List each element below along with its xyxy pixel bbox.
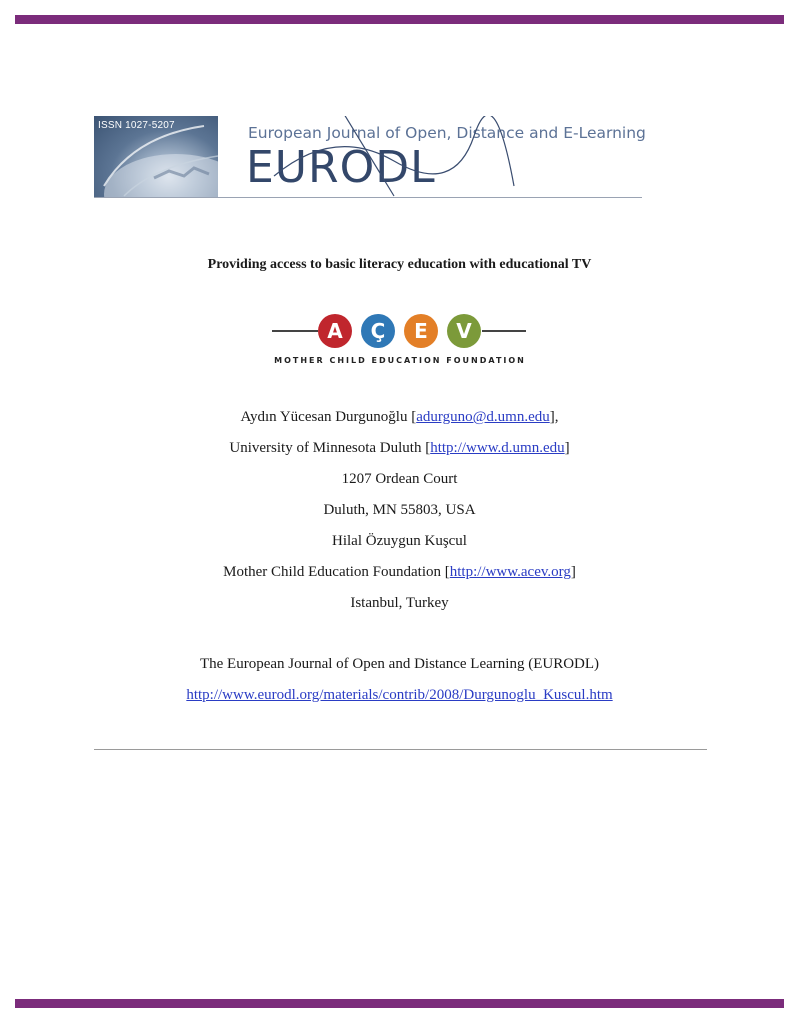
acev-letter-e: E — [404, 314, 438, 348]
address-line-2: Duluth, MN 55803, USA — [323, 502, 476, 518]
eurodl-banner — [94, 116, 654, 200]
author1-name-suffix: ], — [549, 409, 559, 425]
affiliation2-suffix: ] — [570, 564, 576, 580]
address-line-1: 1207 Ordean Court — [341, 471, 458, 487]
author2-affiliation — [0, 564, 799, 581]
acev-letter-a: A — [318, 314, 352, 348]
eurodl-wordmark: EURODL — [246, 142, 436, 193]
author1-email-link[interactable]: adurguno@d.umn.edu — [416, 409, 550, 425]
affiliation1-suffix: ] — [564, 440, 570, 456]
source-url-line — [0, 687, 799, 704]
bottom-border-bar — [15, 999, 784, 1008]
journal-name: European Journal of Open, Distance and E-Learning — [248, 124, 646, 142]
source-journal: The European Journal of Open and Distance Learning (EURODL) — [199, 656, 600, 672]
section-separator — [94, 749, 707, 750]
acev-logo — [270, 312, 530, 370]
affiliation2-label: Mother Child Education Foundation [ — [223, 564, 450, 580]
logo-line-right — [482, 330, 526, 332]
acev-letter-c: Ç — [361, 314, 395, 348]
author2-location: Istanbul, Turkey — [350, 595, 449, 611]
acev-letter-v: V — [447, 314, 481, 348]
author1-affiliation — [0, 440, 799, 457]
issn-label: ISSN 1027-5207 — [98, 120, 175, 131]
acev-subtitle: MOTHER CHILD EDUCATION FOUNDATION — [274, 356, 526, 365]
source-url-link[interactable]: http://www.eurodl.org/materials/contrib/2008/Durgunoglu_Kuscul.htm — [186, 687, 613, 703]
affiliation1-label: University of Minnesota Duluth [ — [229, 440, 431, 456]
affiliation1-link[interactable]: http://www.d.umn.edu — [430, 440, 565, 456]
logo-line-left — [272, 330, 318, 332]
banner-underline — [94, 197, 642, 198]
author1-line — [0, 409, 799, 426]
author1-name: Aydın Yücesan Durgunoğlu [ — [240, 409, 417, 425]
affiliation2-link[interactable]: http://www.acev.org — [449, 564, 571, 580]
author2-name: Hilal Özuygun Kuşcul — [332, 533, 467, 549]
globe-image — [94, 116, 218, 197]
paper-title: Providing access to basic literacy education with educational TV — [207, 257, 592, 272]
top-border-bar — [15, 15, 784, 24]
